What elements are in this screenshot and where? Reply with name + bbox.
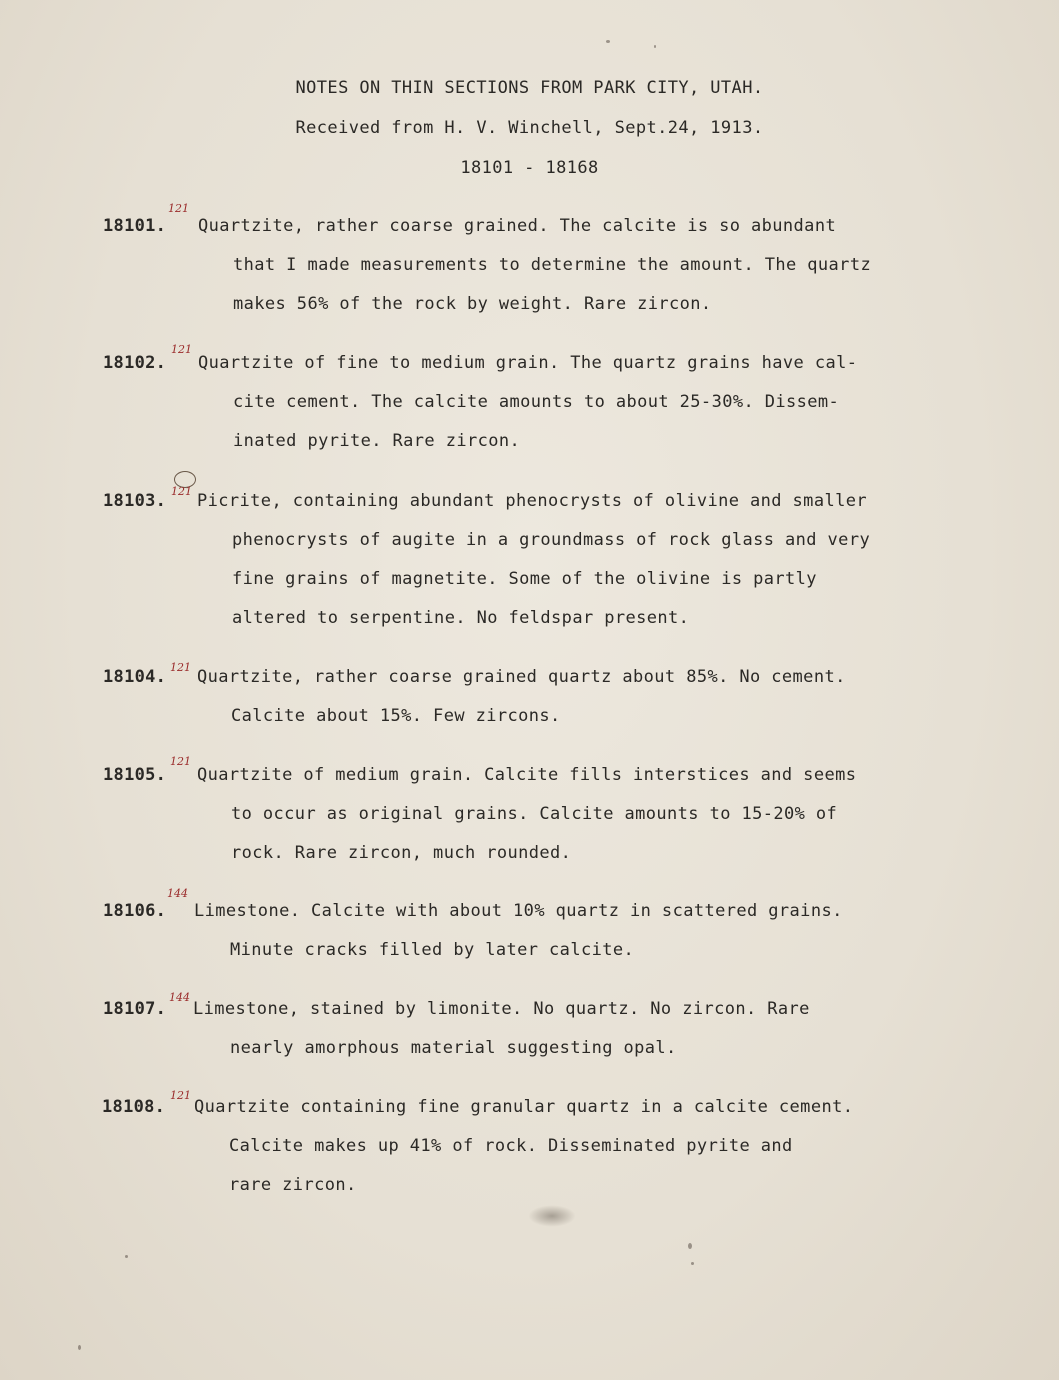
entry-text-line: Quartzite, rather coarse grained quartz about 85%. No cement. [197, 667, 846, 687]
entry-text-line: that I made measurements to determine the amount. The quartz [233, 255, 872, 275]
entry-text-line: cite cement. The calcite amounts to about 25-30%. Dissem- [233, 392, 840, 412]
handwritten-mark: 121 [171, 343, 192, 356]
entry-text-line: nearly amorphous material suggesting opal. [230, 1038, 677, 1058]
page-subtitle: Received from H. V. Winchell, Sept.24, 1913. [295, 118, 764, 138]
paper-speck [654, 45, 656, 48]
entry-text-line: rare zircon. [229, 1175, 357, 1195]
entry-text-line: to occur as original grains. Calcite amounts to 15-20% of [231, 804, 838, 824]
entry-text-line: Calcite about 15%. Few zircons. [231, 706, 561, 726]
entry-text-line: Calcite makes up 41% of rock. Disseminated pyrite and [229, 1136, 793, 1156]
handwritten-mark: 121 [170, 661, 191, 674]
entry-text-line: makes 56% of the rock by weight. Rare zircon. [233, 294, 712, 314]
paper-smudge [528, 1205, 576, 1227]
paper-speck [688, 1243, 692, 1249]
entry-text-line: Quartzite containing fine granular quartz in a calcite cement. [194, 1097, 854, 1117]
entry-number: 18101. [103, 216, 167, 236]
section-range: 18101 - 18168 [460, 158, 599, 178]
entry-number: 18107. [103, 999, 167, 1019]
paper-speck [606, 40, 610, 43]
entry-text-line: inated pyrite. Rare zircon. [233, 431, 521, 451]
entry-number: 18105. [103, 765, 167, 785]
handwritten-mark: 144 [167, 887, 188, 900]
entry-number: 18103. [103, 491, 167, 511]
paper-speck [691, 1262, 694, 1265]
entry-text-line: rock. Rare zircon, much rounded. [231, 843, 572, 863]
handwritten-mark: 121 [170, 1089, 191, 1102]
page-title: NOTES ON THIN SECTIONS FROM PARK CITY, UTAH. [295, 78, 764, 98]
entry-text-line: Quartzite of fine to medium grain. The quartz grains have cal- [198, 353, 858, 373]
entry-number: 18104. [103, 667, 167, 687]
entry-text-line: Quartzite of medium grain. Calcite fills interstices and seems [197, 765, 857, 785]
handwritten-mark: 144 [169, 991, 190, 1004]
entry-text-line: Limestone. Calcite with about 10% quartz in scattered grains. [194, 901, 843, 921]
paper-speck [125, 1255, 128, 1258]
entry-text-line: Limestone, stained by limonite. No quartz. No zircon. Rare [193, 999, 810, 1019]
entry-text-line: phenocrysts of augite in a groundmass of rock glass and very [232, 530, 871, 550]
handwritten-mark: 121 [170, 755, 191, 768]
paper-speck [78, 1345, 81, 1350]
entry-number: 18102. [103, 353, 167, 373]
entry-text-line: altered to serpentine. No feldspar present. [232, 608, 690, 628]
entry-number: 18108. [102, 1097, 166, 1117]
entry-text-line: Quartzite, rather coarse grained. The calcite is so abundant [198, 216, 837, 236]
entry-text-line: Picrite, containing abundant phenocrysts of olivine and smaller [197, 491, 867, 511]
handwritten-mark: 121 [168, 202, 189, 215]
entry-text-line: fine grains of magnetite. Some of the olivine is partly [232, 569, 817, 589]
handwritten-mark: 121 [171, 485, 192, 498]
entry-number: 18106. [103, 901, 167, 921]
entry-text-line: Minute cracks filled by later calcite. [230, 940, 635, 960]
